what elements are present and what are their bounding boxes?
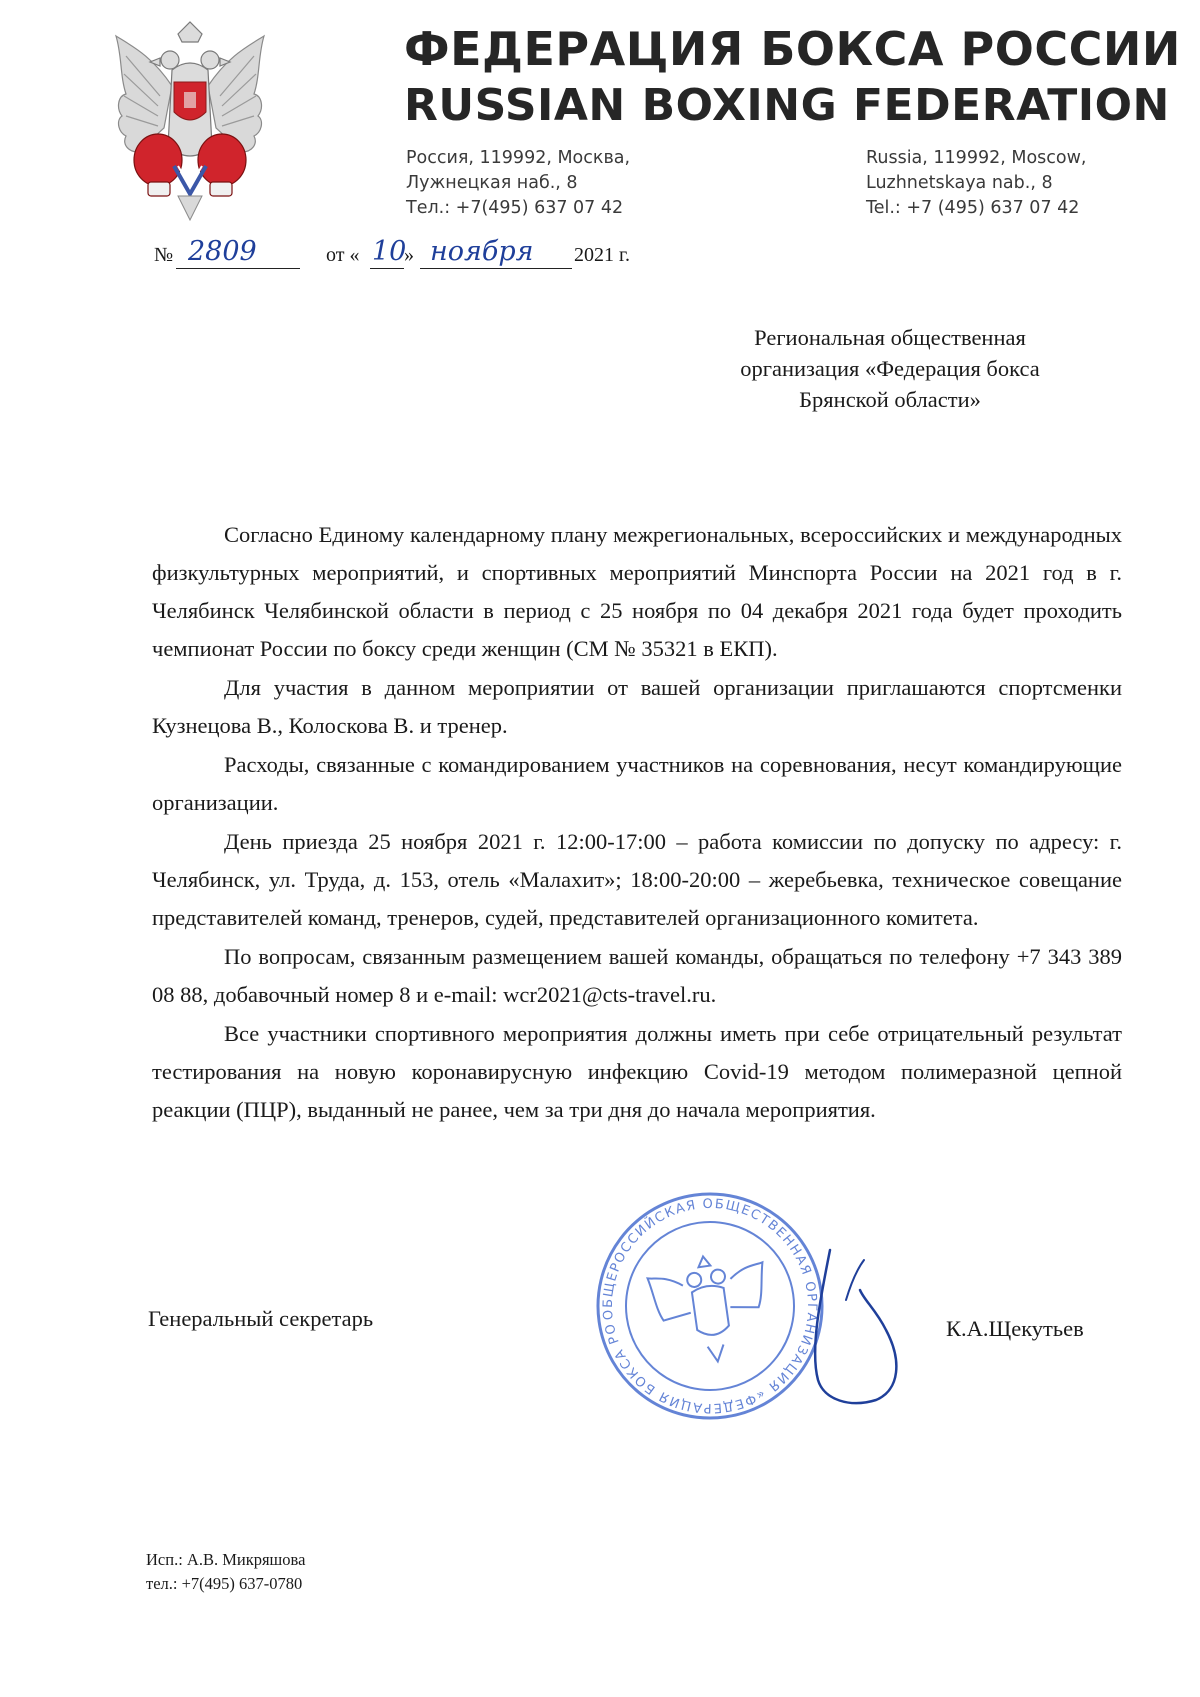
address-ru-line: Россия, 119992, Москва, bbox=[406, 148, 631, 168]
body-paragraph: Расходы, связанные с командированием участников на соревнования, несут командирующие организации. bbox=[152, 752, 1122, 815]
letter-body bbox=[152, 516, 1122, 1130]
executor-phone: тел.: +7(495) 637-0780 bbox=[146, 1574, 303, 1593]
signatory-role: Генеральный секретарь bbox=[148, 1306, 374, 1331]
recipient-line: Брянской области» bbox=[799, 387, 981, 412]
body-paragraph: По вопросам, связанным размещением вашей команды, обращаться по телефону +7 343 389 08 88, добавочный номер 8 и e-mail: wcr2021@cts-travel.ru. bbox=[152, 944, 1122, 1007]
address-en-line: Luzhnetskaya nab., 8 bbox=[866, 173, 1053, 193]
org-title-ru: ФЕДЕРАЦИЯ БОКСА РОССИИ bbox=[404, 22, 1181, 76]
day-close: » bbox=[404, 244, 414, 266]
address-en-line: Tel.: +7 (495) 637 07 42 bbox=[866, 198, 1080, 218]
handwritten-signature-icon bbox=[790, 1240, 940, 1420]
date-prefix: от « bbox=[326, 244, 360, 266]
address-en-line: Russia, 119992, Moscow, bbox=[866, 148, 1087, 168]
double-headed-eagle-boxing-gloves-icon bbox=[112, 16, 268, 224]
handwritten-day: 10 bbox=[372, 236, 407, 267]
body-paragraph: Согласно Единому календарному плану межрегиональных, всероссийских и международных физкультурных мероприятий, и спортивных мероприятий Минспорта России на 2021 год в г. Челябинск Челябинской области в период с 25 ноября по 04 декабря 2021 года будет проходить чемпионат России по боксу среди женщин (СМ № 35321 в ЕКП). bbox=[152, 522, 1122, 661]
address-ru-line: Лужнецкая наб., 8 bbox=[406, 173, 578, 193]
body-paragraph: Все участники спортивного мероприятия должны иметь при себе отрицательный результат тестирования на новую коронавирусную инфекцию Covid-19 методом полимеразной цепной реакции (ПЦР), выданный не ранее, чем за три дня до начала мероприятия. bbox=[152, 1021, 1122, 1122]
address-ru bbox=[406, 146, 630, 221]
body-paragraph: Для участия в данном мероприятии от вашей организации приглашаются спортсменки Кузнецова В., Колоскова В. и тренер. bbox=[152, 675, 1122, 738]
federation-emblem bbox=[112, 16, 268, 224]
day-underline bbox=[370, 268, 404, 269]
date-year: 2021 г. bbox=[574, 244, 630, 266]
address-ru-line: Тел.: +7(495) 637 07 42 bbox=[406, 198, 624, 218]
signatory-name: К.А.Щекутьев bbox=[946, 1316, 1084, 1341]
month-underline bbox=[420, 268, 572, 269]
handwritten-month: ноября bbox=[430, 236, 534, 267]
handwritten-signature bbox=[790, 1240, 940, 1420]
recipient-line: Региональная общественная bbox=[754, 325, 1026, 350]
address-en bbox=[866, 146, 1086, 221]
recipient-line: организация «Федерация бокса bbox=[740, 356, 1040, 381]
handwritten-number: 2809 bbox=[188, 236, 257, 267]
number-underline bbox=[176, 268, 300, 269]
registration-line bbox=[154, 236, 674, 276]
body-paragraph: День приезда 25 ноября 2021 г. 12:00-17:00 – работа комиссии по допуску по адресу: г. Челябинск, ул. Труда, д. 153, отель «Малахит»; 18:00-20:00 – жеребьевка, техническое совещание представителей команд, тренеров, судей, представителей организационного комитета. bbox=[152, 829, 1122, 930]
org-title-en: RUSSIAN BOXING FEDERATION bbox=[404, 80, 1170, 131]
stamp-text: ОБЩЕРОССИЙСКАЯ ОБЩЕСТВЕННАЯ ОРГАНИЗАЦИЯ «ФЕДЕРАЦИЯ БОКСА РОССИИ» МОСКВА bbox=[574, 1192, 820, 1416]
number-prefix: № bbox=[154, 244, 174, 266]
executor-block bbox=[146, 1548, 305, 1596]
recipient-block bbox=[670, 322, 1110, 415]
executor-name: Исп.: А.В. Микряшова bbox=[146, 1550, 306, 1569]
